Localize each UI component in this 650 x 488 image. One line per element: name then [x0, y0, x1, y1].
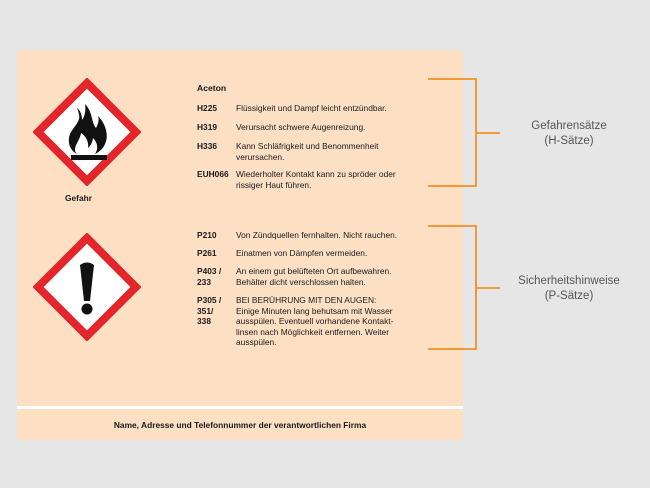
h-text: Verursacht schwere Augenreizung. — [236, 122, 366, 132]
supplier-info: Name, Adresse und Telefonnummer der verantwortlichen Firma — [113, 419, 367, 430]
h-text: Flüssigkeit und Dampf leicht entzündbar. — [236, 103, 387, 113]
precaution-bracket — [428, 226, 500, 349]
p-text: Einatmen von Dämpfen vermeiden. — [236, 248, 368, 258]
p-code: P403 / 233 — [197, 266, 222, 287]
h-text: Wiederholter Kontakt kann zu spröder oder rissiger Haut führen. — [236, 169, 396, 190]
p-code: P210 — [197, 230, 217, 240]
hazard-group-label: Gefahrensätze (H-Sätze) — [531, 120, 607, 147]
product-name: Aceton — [197, 83, 227, 93]
signal-word: Gefahr — [65, 193, 92, 203]
h-code: H319 — [197, 122, 218, 132]
p-text: BEI BERÜHRUNG MIT DEN AUGEN: Einige Minuten lang behutsam mit Wasser ausspülen. Eventuell vorhandene Kontakt- linsen nach Möglichkeit entfernen. Weiter ausspülen. — [236, 295, 394, 347]
h-code: H336 — [197, 141, 218, 151]
p-text: An einem gut belüfteten Ort aufbewahren. Behälter dicht verschlossen halten. — [236, 266, 392, 287]
p-code: P305 / 351/ 338 — [197, 295, 222, 326]
h-code: EUH066 — [197, 169, 229, 179]
h-code: H225 — [197, 103, 218, 113]
h-text: Kann Schläfrigkeit und Benommenheit verursachen. — [236, 141, 379, 162]
hazard-bracket — [428, 79, 500, 186]
p-code: P261 — [197, 248, 217, 258]
precaution-group-label: Sicherheitshinweise (P-Sätze) — [518, 275, 620, 302]
p-text: Von Zündquellen fernhalten. Nicht rauchen. — [236, 230, 398, 240]
